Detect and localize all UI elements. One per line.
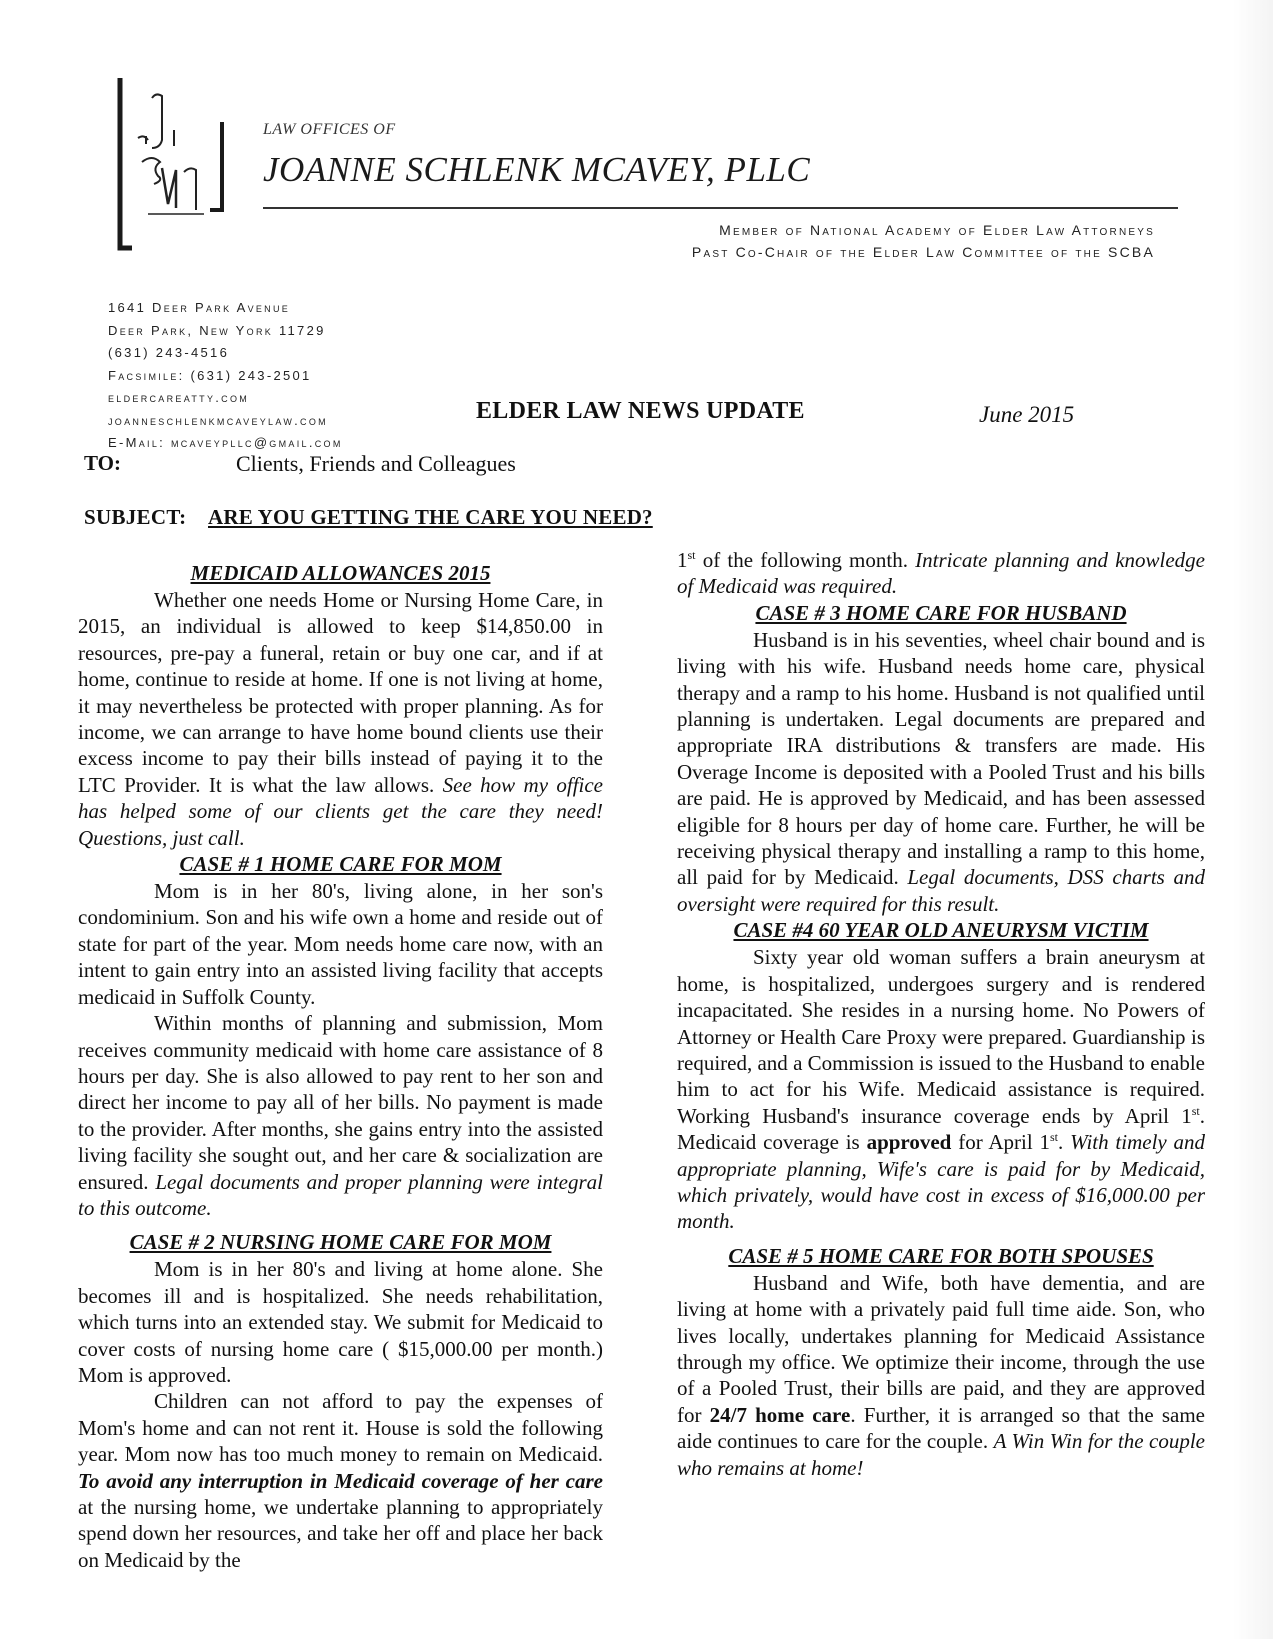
website-link[interactable]: joanneschlenkmcaveylaw.com bbox=[108, 412, 328, 428]
paragraph-text: Husband is in his seventies, wheel chair bound and is living with his wife. Husband needs home care, physical therapy and a ramp to his home. Husband is not qualified until planning is undertaken. Legal documents are prepared and appropriate IRA distributions & transfers are made. His Overage Income is deposited with a Pooled Trust and his bills are paid. He is approved by Medicaid, and has been assessed eligible for 8 hours per day of home care. Further, he will be receiving physical therapy and installing a ramp to this home, all paid for by Medicaid. bbox=[677, 627, 1205, 890]
letterhead-divider bbox=[263, 207, 1178, 209]
issue-date: June 2015 bbox=[979, 402, 1075, 427]
contact-block bbox=[108, 297, 343, 455]
phone-number: (631) 243-4516 bbox=[108, 345, 230, 360]
street-address: 1641 Deer Park Avenue bbox=[108, 300, 291, 315]
emphasis-text: Legal documents, DSS charts and oversight were required for this result. bbox=[677, 865, 1205, 916]
city-state-zip: Deer Park, New York 11729 bbox=[108, 322, 326, 338]
fax-number: Facsimile: (631) 243-2501 bbox=[108, 367, 312, 383]
subject-label: SUBJECT: bbox=[84, 505, 187, 529]
section-heading: CASE # 3 HOME CARE FOR HUSBAND bbox=[755, 600, 1127, 625]
firm-name: JOANNE SCHLENK MCAVEY, PLLC bbox=[263, 150, 811, 189]
emphasis-text: See how my office has helped some of our clients get the care they need! Questions, just call. bbox=[78, 772, 604, 850]
section-heading: CASE #4 60 YEAR OLD ANEURYSM VICTIM bbox=[733, 918, 1149, 943]
website-link[interactable]: eldercareatty.com bbox=[108, 390, 250, 405]
paragraph-text: Whether one needs Home or Nursing Home Care, in 2015, an individual is allowed to keep $14,850.00 in resources, pre-pay a funeral, retain or buy one car, and if at home, continue to reside at home. If one is not living at home, it may nevertheless be protected with proper planning. As for income, we can arrange to have home bound clients use their excess income to pay their bills instead of paying it to the LTC Provider. It is what the law allows. bbox=[78, 588, 603, 797]
paragraph-text: of the following month. bbox=[702, 548, 908, 572]
emphasis-text: With timely and appropriate planning, Wife's care is paid for by Medicaid, which privately, would have cost in excess of $16,000.00 per month. bbox=[677, 1130, 1206, 1234]
emphasis-text: Legal documents and proper planning were integral to this outcome. bbox=[78, 1169, 603, 1220]
section-paragraph: Mom is in her 80's, living alone, in her son's condominium. Son and his wife own a home and reside out of state for part of the year. Mom needs home care now, with an intent to gain entry into an assisted living facility that accepts medicaid in Suffolk County. bbox=[78, 879, 603, 1009]
ordinal-number: 1 bbox=[677, 548, 688, 572]
ordinal-number: 1 bbox=[1039, 1130, 1051, 1155]
subject-line: ARE YOU GETTING THE CARE YOU NEED? bbox=[208, 505, 653, 529]
ordinal-suffix: st bbox=[1191, 1103, 1200, 1118]
right-column bbox=[677, 547, 1205, 1481]
recipients: Clients, Friends and Colleagues bbox=[236, 451, 516, 476]
paragraph-text: Husband and Wife, both have dementia, and are living at home with a privately paid full time aide. Son, who lives locally, undertakes planning for Medicaid Assistance through my office. We optimize their income, through the use of a Pooled Trust, their bills are paid, and they are approved for bbox=[677, 1270, 1205, 1427]
firm-prefix: LAW OFFICES OF bbox=[263, 121, 396, 138]
to-label: TO: bbox=[84, 451, 121, 475]
emphasis-text: Intricate planning and knowledge of Medicaid was required. bbox=[677, 548, 1205, 599]
section-paragraph bbox=[677, 1270, 1205, 1481]
ordinal-suffix: st bbox=[687, 548, 696, 562]
section-heading: MEDICAID ALLOWANCES 2015 bbox=[190, 561, 491, 585]
membership-block bbox=[692, 219, 1155, 263]
section-paragraph bbox=[78, 587, 603, 851]
paragraph-text: Within months of planning and submission, Mom receives community medicaid with home care assistance of 8 hours per day. She is also allowed to pay rent to her son and direct her income to pay all of her bills. No payment is made to the provider. After months, she gains entry into the assisted living facility she sought out, and her care & socialization are ensured. bbox=[78, 1011, 603, 1194]
scan-edge-shading bbox=[1233, 0, 1273, 1639]
email-address[interactable]: E-Mail: mcaveypllc@gmail.com bbox=[108, 435, 343, 450]
left-column bbox=[78, 560, 603, 1573]
paragraph-text: Children can not afford to pay the expenses of Mom's home and can not rent it. House is sold the following year. Mom now has too much money to remain on Medicaid. bbox=[78, 1389, 603, 1467]
bold-text: 24/7 home care bbox=[709, 1402, 851, 1427]
section-heading: CASE # 2 NURSING HOME CARE FOR MOM bbox=[129, 1230, 552, 1255]
newsletter-title: ELDER LAW NEWS UPDATE bbox=[476, 398, 805, 424]
ordinal-suffix: st bbox=[1050, 1130, 1059, 1145]
emphasis-text: A Win Win for the couple who remains at home! bbox=[677, 1429, 1205, 1480]
section-paragraph bbox=[78, 1010, 603, 1221]
firm-logo bbox=[112, 78, 240, 258]
section-heading: CASE # 1 HOME CARE FOR MOM bbox=[179, 852, 502, 877]
membership-line: Member of National Academy of Elder Law Attorneys bbox=[719, 222, 1155, 238]
paragraph-text: for April bbox=[958, 1130, 1033, 1155]
membership-line: Past Co-Chair of the Elder Law Committee of the SCBA bbox=[691, 244, 1155, 260]
ordinal-number: 1 bbox=[1181, 1103, 1192, 1128]
section-paragraph: Mom is in her 80's and living at home alone. She becomes ill and is hospitalized. She needs rehabilitation, which turns into an extended stay. We submit for Medicaid to cover costs of nursing home care ( $15,000.00 per month.) Mom is approved. bbox=[78, 1257, 603, 1387]
section-heading: CASE # 5 HOME CARE FOR BOTH SPOUSES bbox=[728, 1243, 1154, 1268]
bold-text: approved bbox=[866, 1130, 952, 1155]
section-paragraph bbox=[677, 627, 1205, 917]
paragraph-text: at the nursing home, we undertake planning to appropriately spend down her resources, and take her off and place her back on Medicaid by the bbox=[78, 1495, 603, 1572]
emphasis-text: To avoid any interruption in Medicaid coverage of her care bbox=[78, 1468, 603, 1493]
paragraph-text: Sixty year old woman suffers a brain aneurysm at home, is hospitalized, undergoes surgery and is rendered incapacitated. She resides in a nursing home. No Powers of Attorney or Health Care Proxy were prepared. Guardianship is required, and a Commission is issued to the Husband to enable him to act for his Wife. Medicaid assistance is required. Working Husband's insurance coverage ends by April bbox=[677, 945, 1205, 1128]
paragraph-text: . Further, it is arranged so that the same aide continues to care for the couple. bbox=[677, 1402, 1205, 1454]
section-paragraph bbox=[677, 547, 1205, 600]
paragraph-text: . Medicaid coverage is bbox=[677, 1103, 1205, 1155]
section-paragraph bbox=[78, 1388, 603, 1573]
section-paragraph: Sixty year old woman suffers a brain aneurysm at home, is hospitalized, undergoes surgery and is rendered incapacitated. She resides in a nursing home. No Powers of Attorney or Health Care Proxy were prepared. Guardianship is required, and a Commission is issued to the Husband to enable him to act for his Wife. Medicaid assistance is required. Working Husband's insurance coverage ends by April 1st. Medicaid coverage is approved for April 1st. With timely and appropriate planning, Wife's care is paid for by Medicaid, which privately, would have cost in excess of $16,000.00 per month. bbox=[677, 945, 1206, 1234]
